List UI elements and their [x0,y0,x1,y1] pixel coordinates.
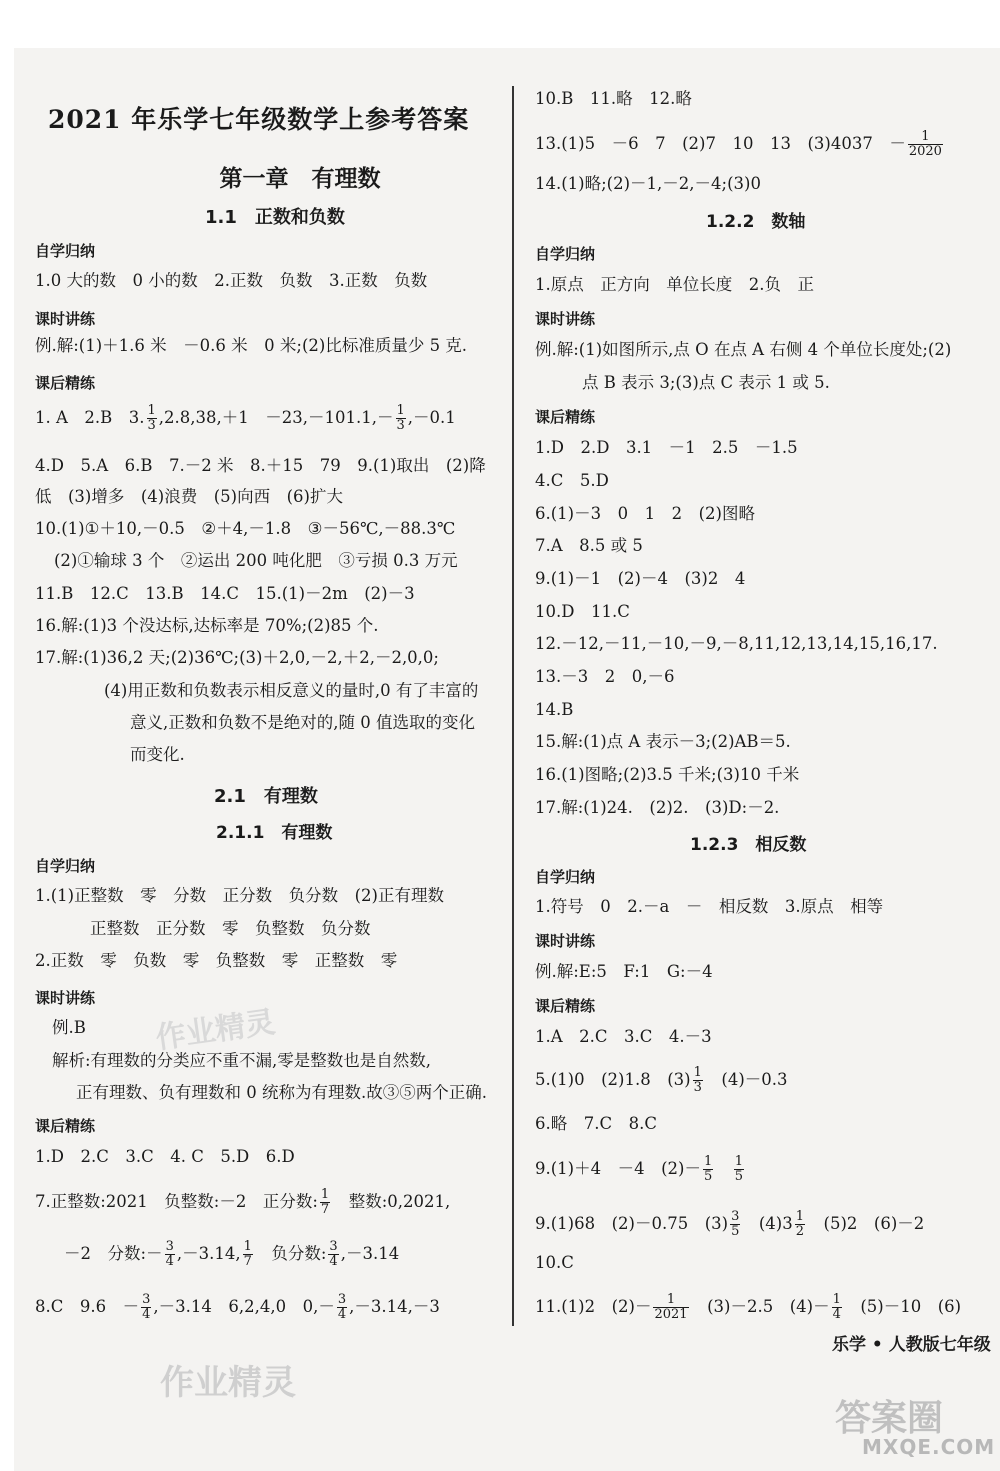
watermark: 答案圈 [835,1398,944,1439]
answer-line: 9.(1)68 (2)－0.75 (3) $\frac{3}{5}$ (4)3 $\frac{1}{2}$ (5)2 (6)－2 [535,1209,925,1239]
answer-line: 4.D 5.A 6.B 7.－2 米 8.＋15 79 9.(1)取出 (2)降 [35,456,486,475]
fraction: $\frac{1}{4}$ [832,1292,841,1322]
answer-line: 解析:有理数的分类应不重不漏,零是整数也是自然数, [52,1051,432,1070]
answer-line: 13.－3 2 0,－6 [535,667,675,686]
answer-line: 15.解:(1)点 A 表示－3;(2)AB＝5. [535,732,791,751]
answer-line: 8.C 9.6 － $\frac{3}{4}$ ,－3.14 6,2,4,0 0,－ $\frac{3}{4}$ ,－3.14,－3 [35,1292,440,1322]
answer-line: 1.(1)正整数 零 分数 正分数 负分数 (2)正有理数 [35,886,444,905]
fraction: $\frac{1}{7}$ [243,1239,252,1269]
answer-line: 1.符号 0 2.－a － 相反数 3.原点 相等 [535,897,884,916]
fraction: $\frac{1}{3}$ [693,1065,702,1095]
answer-line: 例.解:E:5 F:1 G:－4 [535,962,713,981]
fraction: $\frac{3}{4}$ [165,1239,174,1269]
answer-line: 6.略 7.C 8.C [535,1114,657,1133]
answer-line: 14.(1)略;(2)－1,－2,－4;(3)0 [535,174,761,193]
fraction: $\frac{1}{3}$ [147,403,156,433]
subsection-label: 课后精练 [535,408,596,426]
answer-line: (4)用正数和负数表示相反意义的量时,0 有了丰富的 [104,681,479,700]
answer-line: 5.(1)0 (2)1.8 (3) $\frac{1}{3}$ (4)－0.3 [535,1065,788,1095]
answer-line: 6.(1)－3 0 1 2 (2)图略 [535,504,755,523]
subsection-label: 课时讲练 [35,310,96,328]
answer-line: 10.(1)①＋10,－0.5 ②＋4,－1.8 ③－56℃,－88.3℃ [35,519,456,538]
answer-line: 1.0 大的数 0 小的数 2.正数 负数 3.正数 负数 [35,271,428,290]
answer-line: 2.正数 零 负数 零 负整数 零 正整数 零 [35,951,398,970]
fraction: $\frac{1}{2020}$ [908,129,942,159]
answer-line: 9.(1)＋4 －4 (2)－ $\frac{1}{5}$ $\frac{1}{5}$ [535,1154,744,1184]
answer-line: 而变化. [130,745,185,764]
answer-line: 例.B [52,1018,86,1037]
answer-line: 1.D 2.C 3.C 4. C 5.D 6.D [35,1147,295,1166]
subsection-label: 课时讲练 [35,989,96,1007]
answer-line: 1. A 2.B 3. $\frac{1}{3}$ ,2.8,38,＋1 －23,－101.1,－ $\frac{1}{3}$ ,－0.1 [35,403,456,433]
answer-line: 例.解:(1)＋1.6 米 －0.6 米 0 米;(2)比标准质量少 5 克. [35,336,468,355]
subsection-label: 课后精练 [535,997,596,1015]
section-heading: 1.2.3 相反数 [690,835,807,855]
answer-line: 16.解:(1)3 个没达标,达标率是 70%;(2)85 个. [35,616,379,635]
section-heading: 1.1 正数和负数 [205,207,345,228]
answer-line: 11.(1)2 (2)－ $\frac{1}{2021}$ (3)－2.5 (4)－ $\frac{1}{4}$ (5)－10 (6) [535,1292,962,1322]
fraction: $\frac{3}{5}$ [731,1209,740,1239]
subsection-label: 课后精练 [35,1117,96,1135]
answer-line: 10.D 11.C [535,602,630,621]
answer-line: 17.解:(1)36,2 天;(2)36℃;(3)＋2,0,－2,＋2,－2,0,0; [35,648,439,667]
subsection-label: 自学归纳 [535,868,596,886]
answer-line: 点 B 表示 3;(3)点 C 表示 1 或 5. [582,373,830,392]
fraction: $\frac{1}{2}$ [795,1209,805,1239]
column-divider [512,86,514,1326]
fraction: $\frac{1}{7}$ [320,1187,330,1217]
section-heading: 1.2.2 数轴 [706,212,806,232]
subsection-label: 课时讲练 [535,310,596,328]
answer-line: －2 分数:－ $\frac{3}{4}$ ,－3.14, $\frac{1}{7}$ 负分数: $\frac{3}{4}$ ,－3.14 [64,1239,400,1269]
fraction: $\frac{1}{5}$ [703,1154,713,1184]
chapter-heading: 第一章 有理数 [219,166,381,192]
answer-line: 14.B [535,700,574,719]
page-footer: 乐学 • 人教版七年级 [832,1335,991,1355]
answer-line: 7.正整数:2021 负整数:－2 正分数: $\frac{1}{7}$ 整数:0,2021, [35,1187,451,1217]
answer-line: 1.A 2.C 3.C 4.－3 [535,1027,712,1046]
answer-line: 7.A 8.5 或 5 [535,536,643,555]
answer-line: 17.解:(1)24. (2)2. (3)D:－2. [535,798,780,817]
section-heading: 2.1.1 有理数 [216,823,333,843]
fraction: $\frac{3}{4}$ [337,1292,347,1322]
answer-line: 16.(1)图略;(2)3.5 千米;(3)10 千米 [535,765,800,784]
answer-line: (2)①输球 3 个 ②运出 200 吨化肥 ③亏损 0.3 万元 [54,551,458,570]
answer-line: 10.B 11.略 12.略 [535,89,692,108]
answer-line: 4.C 5.D [535,471,609,490]
fraction: $\frac{3}{4}$ [329,1239,338,1269]
fraction: $\frac{1}{5}$ [734,1154,744,1184]
answer-line: 12.－12,－11,－10,－9,－8,11,12,13,14,15,16,17. [535,634,938,653]
answer-line: 1.D 2.D 3.1 －1 2.5 －1.5 [535,438,798,457]
answer-line: 13.(1)5 －6 7 (2)7 10 13 (3)4037 － $\frac{1}{2020}$ [535,129,942,159]
page-title: 2021 年乐学七年级数学上参考答案 [48,105,470,134]
fraction: $\frac{3}{4}$ [142,1292,151,1322]
watermark: 作业精灵 [160,1363,296,1403]
answer-line: 正有理数、负有理数和 0 统称为有理数.故③⑤两个正确. [76,1083,487,1102]
watermark: MXQE.COM [862,1435,996,1459]
answer-line: 例.解:(1)如图所示,点 O 在点 A 右侧 4 个单位长度处;(2) [535,340,952,359]
answer-line: 意义,正数和负数不是绝对的,随 0 值选取的变化 [130,713,475,732]
subsection-label: 课后精练 [35,374,96,392]
answer-line: 1.原点 正方向 单位长度 2.负 正 [535,275,814,294]
answer-line: 9.(1)－1 (2)－4 (3)2 4 [535,569,746,588]
subsection-label: 课时讲练 [535,932,596,950]
fraction: $\frac{1}{3}$ [396,403,405,433]
answer-line: 10.C [535,1253,574,1272]
subsection-label: 自学归纳 [35,242,96,260]
section-heading: 2.1 有理数 [214,786,318,807]
answer-line: 正整数 正分数 零 负整数 负分数 [90,919,371,938]
fraction: $\frac{1}{2021}$ [654,1292,688,1322]
watermark: 作业精灵 [153,1004,278,1057]
subsection-label: 自学归纳 [35,857,96,875]
answer-line: 11.B 12.C 13.B 14.C 15.(1)－2m (2)－3 [35,584,415,603]
answer-line: 低 (3)增多 (4)浪费 (5)向西 (6)扩大 [35,487,343,506]
subsection-label: 自学归纳 [535,245,596,263]
